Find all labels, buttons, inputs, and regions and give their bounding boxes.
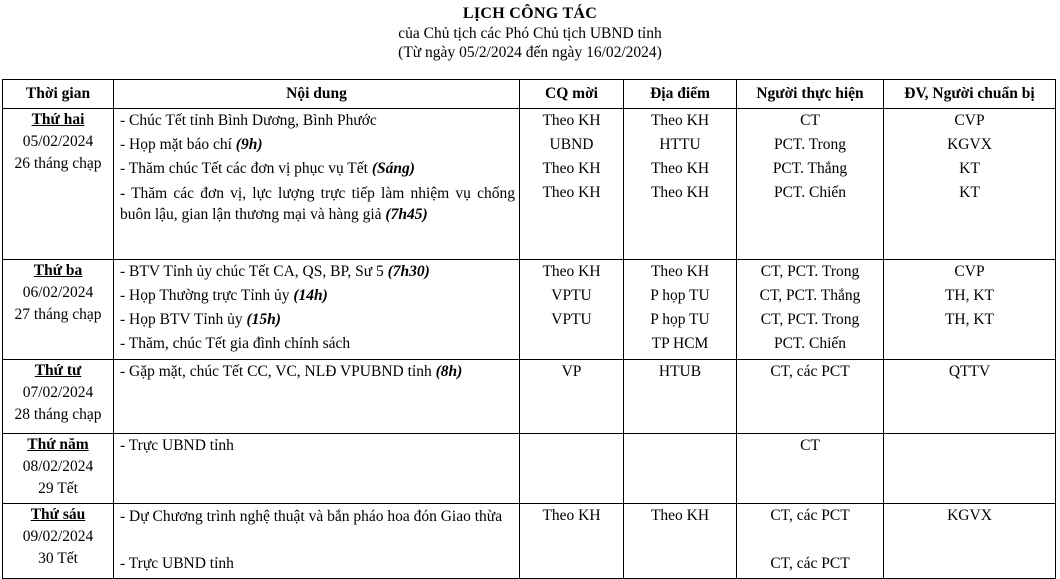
list-item — [114, 284, 519, 308]
preparer-value — [884, 332, 1055, 356]
inviter-value: Theo KH — [542, 160, 601, 177]
table-row-tuesday — [3, 260, 1056, 360]
list-item — [114, 260, 519, 284]
inviter-value: Theo KH — [542, 184, 601, 201]
item-text: - Trực UBND tỉnh — [120, 555, 234, 572]
day-cell — [3, 434, 114, 504]
item-time: (15h) — [246, 311, 281, 328]
day-cell — [3, 109, 114, 260]
preparer-cell — [884, 360, 1056, 434]
location-cell — [624, 260, 737, 360]
item-time: (Sáng) — [371, 160, 415, 177]
content-cell — [114, 504, 520, 579]
day-lunar: 27 tháng chạp — [14, 306, 102, 323]
col-header-content: Nội dung — [114, 80, 520, 109]
document-header — [0, 0, 1060, 62]
executor-value: CT — [800, 112, 820, 129]
executor-value: CT, PCT. Thắng — [759, 287, 861, 304]
table-row-friday — [3, 504, 1056, 579]
inviter-value: VP — [561, 363, 582, 380]
item-time: (14h) — [293, 287, 328, 304]
preparer-value: CVP — [954, 263, 985, 280]
day-name: Thứ ba — [33, 262, 83, 279]
preparer-value: KT — [959, 184, 980, 201]
document-title: LỊCH CÔNG TÁC — [462, 5, 598, 22]
day-cell — [3, 260, 114, 360]
inviter-value — [520, 552, 623, 576]
item-text: - BTV Tỉnh ủy chúc Tết CA, QS, BP, Sư 5 — [120, 263, 388, 280]
day-cell — [3, 360, 114, 434]
preparer-value: KT — [959, 160, 980, 177]
preparer-cell — [884, 260, 1056, 360]
item-time: (9h) — [235, 136, 263, 153]
item-text: - Thăm các đơn vị, lực lượng trực tiếp làm nhiệm vụ chống buôn lậu, gian lận thương mại và hàng giả — [120, 185, 515, 223]
location-value: TP HCM — [651, 335, 709, 352]
day-date: 09/02/2024 — [22, 528, 94, 545]
executor-cell — [737, 260, 884, 360]
item-text: - Chúc Tết tỉnh Bình Dương, Bình Phước — [120, 112, 377, 129]
location-value: Theo KH — [650, 184, 710, 201]
list-item — [114, 181, 519, 229]
inviter-cell — [520, 434, 624, 504]
location-cell — [624, 109, 737, 260]
day-date: 08/02/2024 — [22, 458, 94, 475]
executor-cell — [737, 109, 884, 260]
day-name: Thứ năm — [27, 436, 89, 453]
item-time: (7h30) — [387, 263, 430, 280]
executor-value: PCT. Trong — [773, 136, 847, 153]
inviter-value — [520, 434, 623, 458]
item-text: - Họp Thường trực Tỉnh ủy — [120, 287, 294, 304]
col-header-location: Địa điểm — [624, 80, 737, 109]
inviter-value: VPTU — [551, 287, 592, 304]
col-header-preparer: ĐV, Người chuẩn bị — [884, 80, 1056, 109]
item-text: - Gặp mặt, chúc Tết CC, VC, NLĐ VPUBND tỉnh — [120, 363, 436, 380]
table-row-thursday — [3, 434, 1056, 504]
inviter-value: UBND — [549, 136, 594, 153]
list-item — [114, 504, 519, 552]
day-lunar: 28 tháng chạp — [14, 406, 102, 423]
location-value: HTUB — [658, 363, 702, 380]
location-cell — [624, 504, 737, 579]
preparer-value — [884, 552, 1055, 576]
preparer-value: TH, KT — [944, 287, 995, 304]
col-header-executor: Người thực hiện — [737, 80, 884, 109]
preparer-value: QTTV — [948, 363, 991, 380]
location-value: Theo KH — [650, 160, 710, 177]
executor-value: CT, các PCT — [770, 555, 850, 572]
table-row-monday — [3, 109, 1056, 260]
day-lunar: 30 Tết — [38, 550, 78, 567]
list-item — [114, 109, 519, 133]
day-date: 05/02/2024 — [22, 133, 94, 150]
preparer-value: KGVX — [947, 136, 992, 153]
content-cell — [114, 260, 520, 360]
preparer-cell — [884, 109, 1056, 260]
preparer-value: CVP — [954, 112, 985, 129]
day-lunar: 29 Tết — [38, 480, 78, 497]
inviter-cell — [520, 260, 624, 360]
preparer-cell — [884, 504, 1056, 579]
inviter-value: Theo KH — [542, 507, 601, 524]
executor-cell — [737, 360, 884, 434]
location-value: HTTU — [659, 136, 701, 153]
executor-cell — [737, 504, 884, 579]
executor-value: PCT. Thắng — [772, 160, 848, 177]
location-value: P họp TU — [650, 311, 710, 328]
header-row — [3, 80, 1056, 109]
location-cell — [624, 434, 737, 504]
location-value — [624, 552, 736, 576]
item-time: (8h) — [435, 363, 463, 380]
day-lunar: 26 tháng chạp — [14, 155, 102, 172]
executor-cell — [737, 434, 884, 504]
inviter-cell — [520, 360, 624, 434]
preparer-cell — [884, 434, 1056, 504]
preparer-value: TH, KT — [944, 311, 995, 328]
day-date: 07/02/2024 — [22, 384, 94, 401]
executor-value: CT, các PCT — [770, 507, 850, 524]
content-cell — [114, 360, 520, 434]
preparer-value: KGVX — [947, 507, 992, 524]
content-cell — [114, 109, 520, 260]
day-name: Thứ tư — [34, 362, 82, 379]
schedule-table — [2, 79, 1056, 579]
col-header-time: Thời gian — [3, 80, 114, 109]
list-item — [114, 552, 519, 576]
col-header-inviter: CQ mời — [520, 80, 624, 109]
item-text: - Họp mặt báo chí — [120, 136, 236, 153]
inviter-value: VPTU — [551, 311, 592, 328]
location-value: Theo KH — [650, 112, 710, 129]
location-cell — [624, 360, 737, 434]
item-text: - Thăm, chúc Tết gia đình chính sách — [120, 335, 351, 352]
inviter-value — [520, 332, 623, 356]
day-cell — [3, 504, 114, 579]
day-date: 06/02/2024 — [22, 284, 94, 301]
item-time: (7h45) — [385, 206, 428, 223]
date-range: (Từ ngày 05/2/2024 đến ngày 16/02/2024) — [398, 44, 662, 61]
list-item — [114, 157, 519, 181]
inviter-cell — [520, 504, 624, 579]
content-cell — [114, 434, 520, 504]
executor-value: CT — [800, 437, 820, 454]
item-text: - Trực UBND tỉnh — [120, 437, 234, 454]
inviter-value: Theo KH — [542, 112, 601, 129]
preparer-value — [884, 434, 1055, 458]
day-name: Thứ hai — [31, 111, 85, 128]
table-row-wednesday — [3, 360, 1056, 434]
location-value: P họp TU — [650, 287, 710, 304]
executor-value: CT, PCT. Trong — [760, 263, 860, 280]
day-name: Thứ sáu — [30, 506, 86, 523]
executor-value: CT, các PCT — [770, 363, 850, 380]
document-subtitle: của Chủ tịch các Phó Chủ tịch UBND tỉnh — [398, 25, 662, 42]
executor-value: CT, PCT. Trong — [760, 311, 860, 328]
item-text: - Thăm chúc Tết các đơn vị phục vụ Tết — [120, 160, 372, 177]
location-value: Theo KH — [650, 263, 710, 280]
location-value: Theo KH — [650, 507, 710, 524]
inviter-value: Theo KH — [542, 263, 601, 280]
list-item — [114, 308, 519, 332]
executor-value: PCT. Chiến — [773, 184, 847, 201]
executor-value: PCT. Chiến — [773, 335, 847, 352]
location-value — [624, 434, 736, 458]
list-item — [114, 332, 519, 356]
list-item — [114, 360, 519, 384]
inviter-cell — [520, 109, 624, 260]
list-item — [114, 133, 519, 157]
list-item — [114, 434, 519, 458]
item-text: - Dự Chương trình nghệ thuật và bắn pháo hoa đón Giao thừa — [120, 508, 503, 525]
item-text: - Họp BTV Tỉnh ủy — [120, 311, 247, 328]
